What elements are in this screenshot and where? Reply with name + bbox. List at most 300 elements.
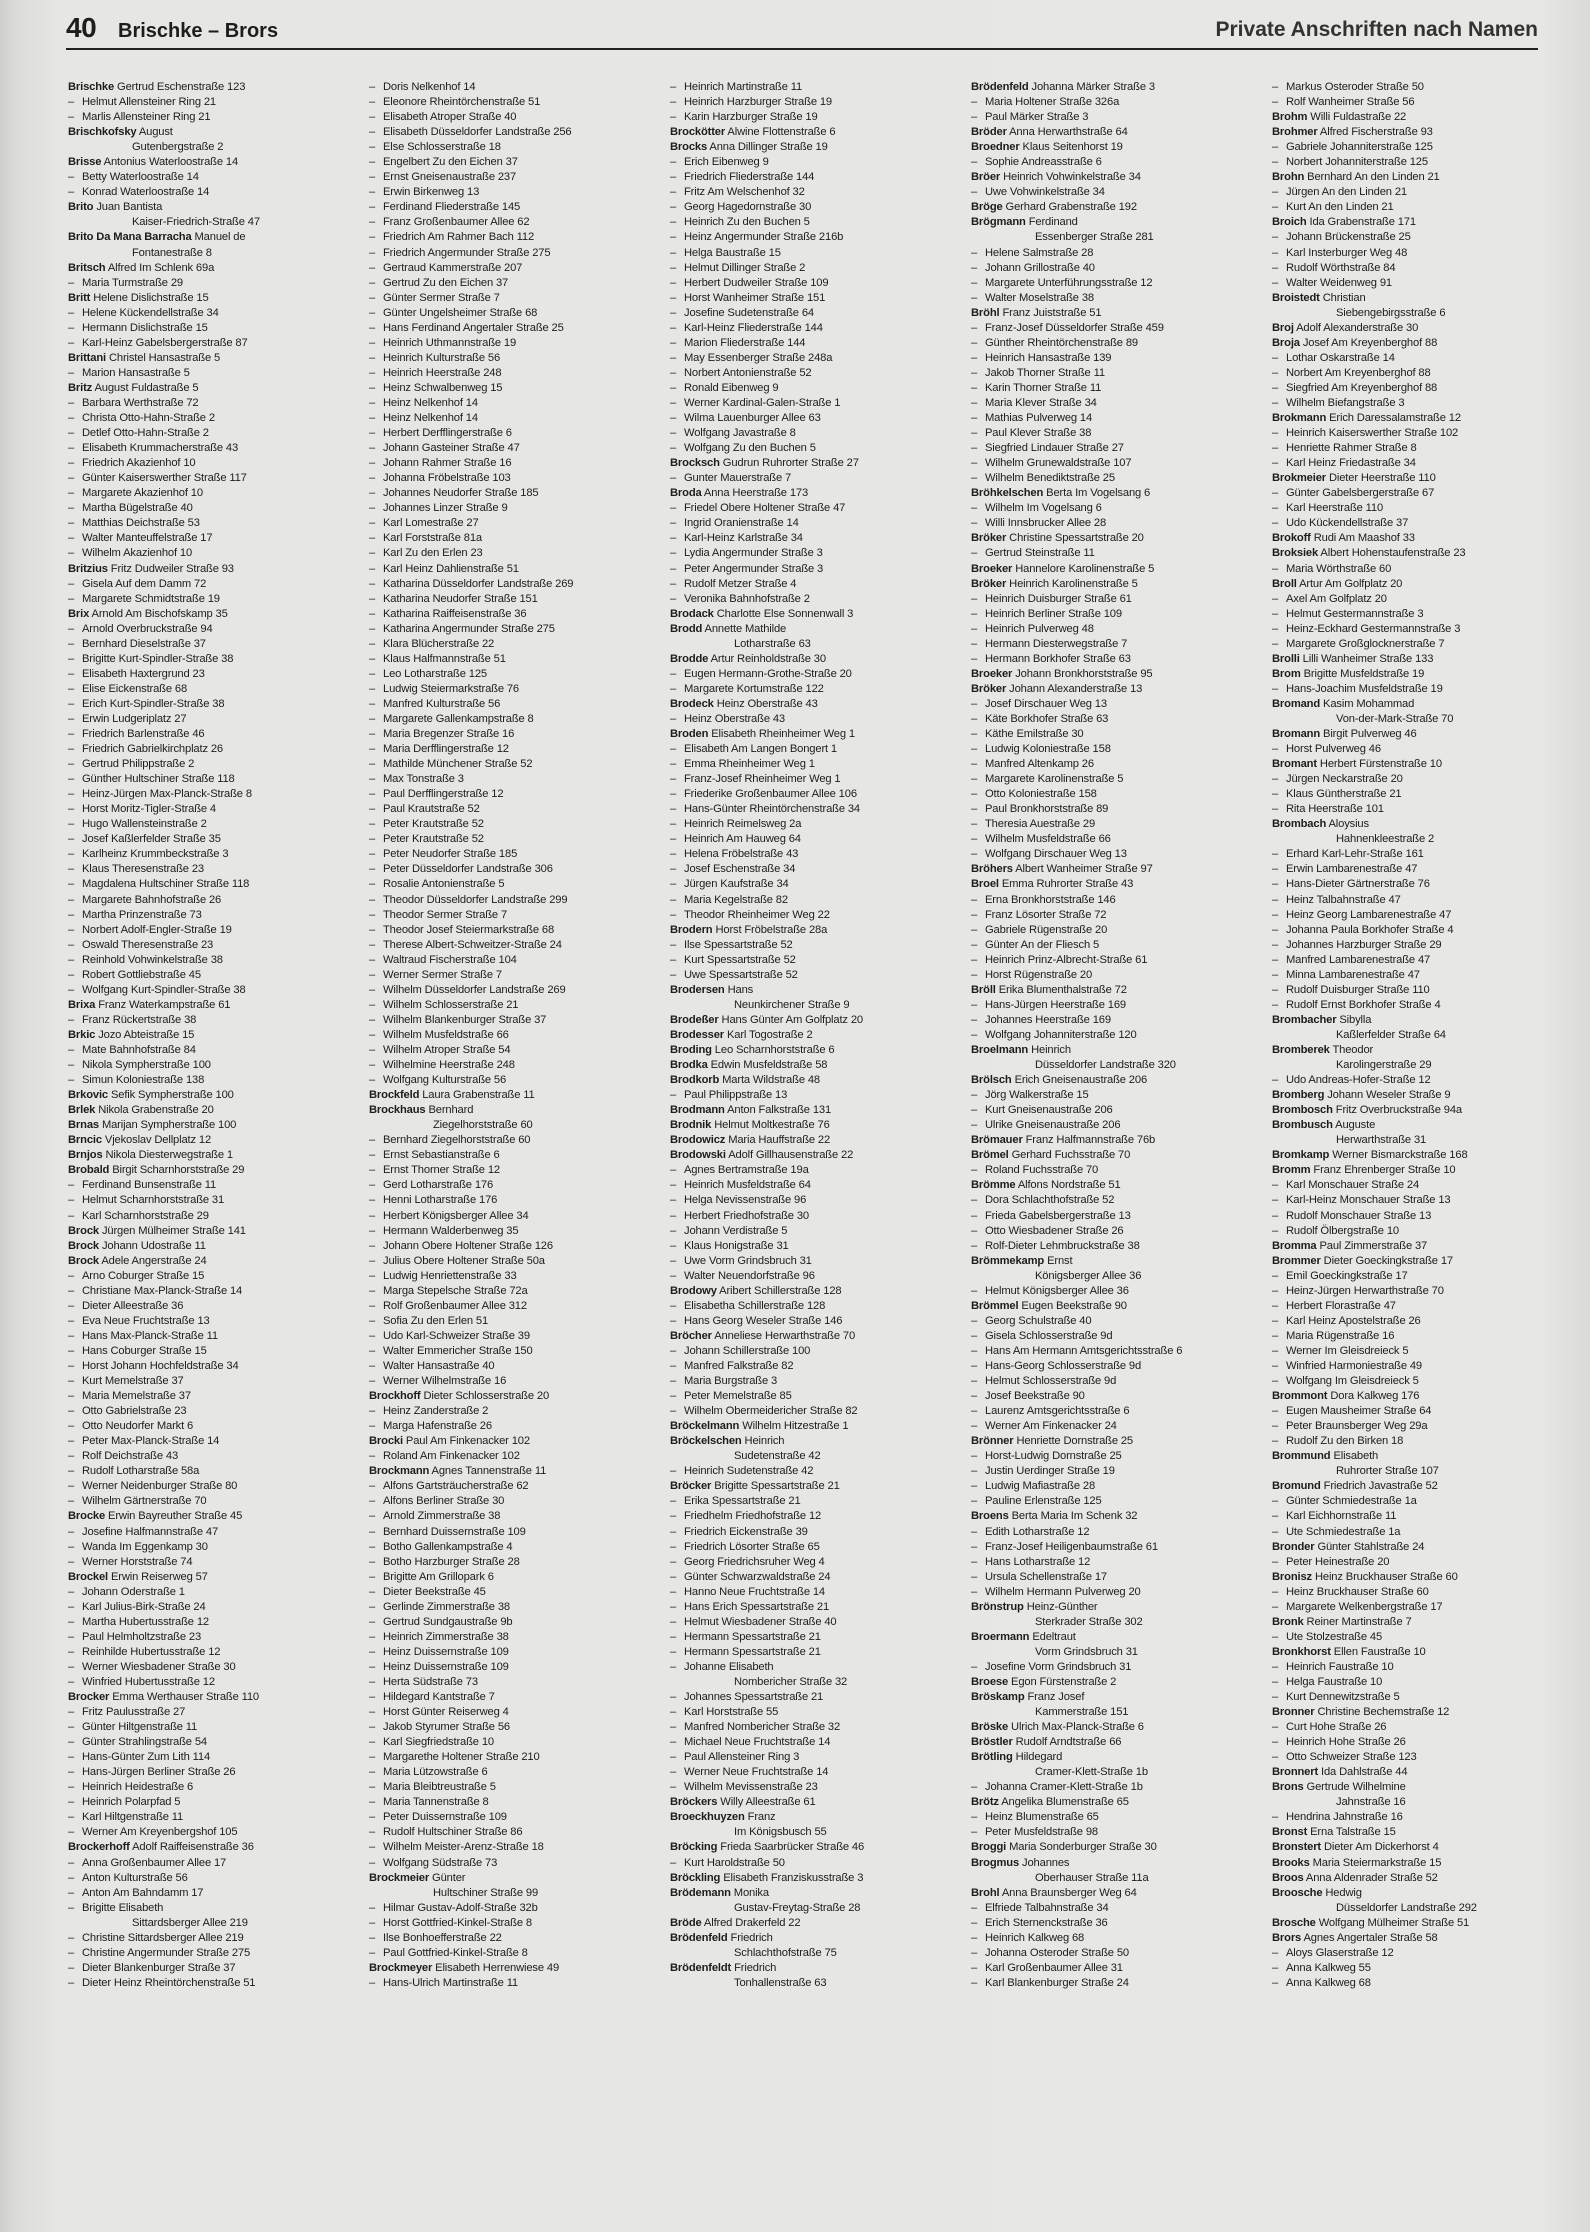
surname: Brodnik [670, 1119, 712, 1132]
entry-text: Peter Neudorfer Straße 185 [383, 848, 518, 861]
dash-marker: – [369, 1375, 376, 1388]
dash-marker: – [68, 1961, 75, 1974]
surname-entry [971, 200, 1260, 215]
entry-text: Robert Gottliebstraße 45 [82, 968, 201, 981]
entry-text: Franz Rückertstraße 38 [82, 1013, 197, 1026]
entry-text: Martha Prinzenstraße 73 [82, 908, 202, 921]
dash-marker: – [68, 396, 75, 409]
dash-marker: – [369, 1359, 376, 1372]
dash-marker: – [971, 111, 978, 124]
entry-text: Heinrich Kaiserswerther Straße 102 [1286, 427, 1459, 440]
surname: Brokmeier [1272, 472, 1326, 485]
entry-text: Brigitte Musfeldstraße 19 [1303, 667, 1425, 680]
dash-marker: – [68, 1645, 75, 1658]
dash-marker: – [971, 1390, 978, 1403]
dash-marker: – [670, 743, 677, 756]
entry-text: Franz-Josef Rheinheimer Weg 1 [684, 773, 841, 786]
entry-text: Heinz Nelkenhof 14 [383, 412, 478, 425]
first-name-entry [1272, 1735, 1561, 1750]
first-name-entry [369, 1856, 658, 1871]
entry-text: Helga Nevissenstraße 96 [684, 1194, 807, 1207]
first-name-entry [670, 1374, 959, 1389]
entry-text: Rolf-Dieter Lehmbruckstraße 38 [985, 1239, 1140, 1252]
dash-marker: – [369, 457, 376, 470]
entry-text: Gertrud Steinstraße 11 [985, 547, 1095, 560]
first-name-entry [68, 185, 357, 200]
first-name-entry [68, 1193, 357, 1208]
dash-marker: – [369, 743, 376, 756]
first-name-entry [1272, 637, 1561, 652]
entry-text: Erwin Ludgeriplatz 27 [82, 712, 187, 725]
entry-text: Johann Rahmer Straße 16 [383, 457, 512, 470]
surname: Bröhers [971, 863, 1013, 876]
surname-entry [369, 1088, 658, 1103]
first-name-entry [971, 607, 1260, 622]
dash-marker: – [670, 1224, 677, 1237]
first-name-entry [670, 682, 959, 697]
surname-entry [670, 1434, 959, 1449]
entry-text: Hermann Borkhofer Straße 63 [985, 652, 1131, 665]
first-name-entry [1272, 366, 1561, 381]
dash-marker: – [971, 1375, 978, 1388]
entry-text: Eugen Hermann-Grothe-Straße 20 [684, 667, 852, 680]
dash-marker: – [971, 923, 978, 936]
dash-marker: – [971, 1495, 978, 1508]
first-name-entry [1272, 381, 1561, 396]
entry-text: Karl-Heinz Monschauer Straße 13 [1286, 1194, 1451, 1207]
directory-columns [68, 80, 1556, 2220]
entry-text: Hans-Günter Zum Lith 114 [82, 1751, 211, 1764]
dash-marker: – [1272, 96, 1279, 109]
entry-text: Günter An der Fliesch 5 [985, 938, 1100, 951]
first-name-entry [68, 426, 357, 441]
dash-marker: – [68, 1194, 75, 1207]
surname: Broj [1272, 321, 1294, 334]
column-2 [369, 80, 658, 2220]
surname: Bronstert [1272, 1841, 1321, 1854]
surname-entry [68, 1103, 357, 1118]
surname: Brocks [670, 141, 708, 154]
dash-marker: – [68, 1435, 75, 1448]
first-name-entry [369, 1359, 658, 1374]
first-name-entry [1272, 772, 1561, 787]
address-continuation: Tonhallenstraße 63 [734, 1976, 827, 1989]
first-name-entry [369, 1479, 658, 1494]
entry-text: Else Schlosserstraße 18 [383, 141, 501, 154]
entry-text: Josefine Sudetenstraße 64 [684, 306, 814, 319]
dash-marker: – [369, 1480, 376, 1493]
entry-text: Jürgen An den Linden 21 [1286, 186, 1407, 199]
entry-text: Karin Thorner Straße 11 [985, 381, 1102, 394]
entry-text: Heinz Duissernstraße 109 [383, 1645, 509, 1658]
surname: Brodesser [670, 1028, 724, 1041]
entry-text: Ludwig Koloniestraße 158 [985, 743, 1111, 756]
entry-text: Aloysius [1328, 818, 1369, 831]
dash-marker: – [369, 1946, 376, 1959]
address-continuation: Kaiser-Friedrich-Straße 47 [132, 216, 260, 229]
address-continuation: Herwarthstraße 31 [1336, 1134, 1427, 1147]
dash-marker: – [670, 1375, 677, 1388]
entry-text: Christiane Max-Planck-Straße 14 [82, 1284, 243, 1297]
entry-text: Rita Heerstraße 101 [1286, 803, 1384, 816]
dash-marker: – [971, 893, 978, 906]
dash-marker: – [670, 81, 677, 93]
first-name-entry [68, 110, 357, 125]
first-name-entry [68, 772, 357, 787]
entry-text: Maria Holtener Straße 326a [985, 96, 1120, 109]
first-name-entry [971, 261, 1260, 276]
entry-text: Marion Fliederstraße 144 [684, 336, 806, 349]
dash-marker: – [971, 1450, 978, 1463]
entry-text: Heinz Angermunder Straße 216b [684, 231, 844, 244]
surname-entry [971, 577, 1260, 592]
dash-marker: – [1272, 953, 1279, 966]
surname: Bromma [1272, 1239, 1317, 1252]
dash-marker: – [1272, 1630, 1279, 1643]
first-name-entry [1272, 562, 1561, 577]
first-name-entry [670, 1269, 959, 1284]
dash-marker: – [670, 547, 677, 560]
first-name-entry [369, 125, 658, 140]
surname-entry [971, 1254, 1260, 1269]
entry-text: Heinrich Berliner Straße 109 [985, 607, 1122, 620]
first-name-entry [369, 1043, 658, 1058]
first-name-entry [971, 1344, 1260, 1359]
first-name-entry [68, 336, 357, 351]
address-continuation: Lotharstraße 63 [734, 637, 811, 650]
entry-text: Kasim Mohammad [1323, 697, 1415, 710]
dash-marker: – [68, 818, 75, 831]
first-name-entry [670, 1750, 959, 1765]
first-name-entry [971, 321, 1260, 336]
surname: Brockmann [369, 1465, 430, 1478]
entry-text: Margarete Bahnhofstraße 26 [82, 893, 222, 906]
dash-marker: – [68, 1344, 75, 1357]
first-name-entry [1272, 1329, 1561, 1344]
first-name-entry [68, 667, 357, 682]
entry-text: Hans Erich Spessartstraße 21 [684, 1600, 830, 1613]
first-name-entry [971, 1118, 1260, 1133]
dash-marker: – [670, 1495, 677, 1508]
dash-marker: – [68, 682, 75, 695]
surname-entry [1272, 1449, 1561, 1464]
dash-marker: – [971, 1104, 978, 1117]
surname: Bröstler [971, 1736, 1013, 1749]
first-name-entry [1272, 426, 1561, 441]
entry-text: Sibylla [1339, 1013, 1372, 1026]
entry-text: Heinrich Duisburger Straße 61 [985, 592, 1132, 605]
first-name-entry [1272, 1630, 1561, 1645]
surname: Britsch [68, 261, 106, 274]
entry-text: Heinz Duissernstraße 109 [383, 1660, 509, 1673]
dash-marker: – [971, 1314, 978, 1327]
first-name-entry [670, 306, 959, 321]
dash-marker: – [369, 592, 376, 605]
dash-marker: – [68, 457, 75, 470]
entry-text: Dora Schlachthofstraße 52 [985, 1194, 1115, 1207]
surname-entry [971, 531, 1260, 546]
dash-marker: – [670, 1645, 677, 1658]
entry-text: Margarete Karolinenstraße 5 [985, 773, 1124, 786]
first-name-entry [971, 1404, 1260, 1419]
dash-marker: – [68, 1013, 75, 1026]
entry-text: Franz Halfmannstraße 76b [1025, 1134, 1156, 1147]
dash-marker: – [369, 1254, 376, 1267]
dash-marker: – [369, 201, 376, 214]
first-name-entry [68, 953, 357, 968]
entry-text: Gertrude Wilhelmine [1306, 1781, 1406, 1794]
dash-marker: – [971, 517, 978, 530]
first-name-entry [68, 1795, 357, 1810]
first-name-entry [369, 1028, 658, 1043]
dash-marker: – [1272, 1976, 1279, 1989]
dash-marker: – [670, 1856, 677, 1869]
surname-entry [971, 1073, 1260, 1088]
dash-marker: – [369, 1525, 376, 1538]
first-name-entry [369, 140, 658, 155]
entry-text: Theodor Düsseldorfer Landstraße 299 [383, 893, 568, 906]
surname-entry [1272, 1840, 1561, 1855]
entry-text: Hans Max-Planck-Straße 11 [82, 1329, 218, 1342]
dash-marker: – [369, 773, 376, 786]
entry-text: Hugo Wallensteinstraße 2 [82, 818, 207, 831]
dash-marker: – [1272, 276, 1279, 289]
entry-text: Karl Insterburger Weg 48 [1286, 246, 1408, 259]
first-name-entry [68, 1494, 357, 1509]
entry-text: Wolfgang Südstraße 73 [383, 1856, 498, 1869]
entry-text: Heinz Bruckhauser Straße 60 [1314, 1570, 1458, 1583]
surname: Bröckelmann [670, 1420, 740, 1433]
first-name-entry [369, 1419, 658, 1434]
entry-text: Minna Lambarenestraße 47 [1286, 968, 1420, 981]
surname-entry [971, 170, 1260, 185]
entry-text: Günter Kaiserswerther Straße 117 [82, 472, 247, 485]
entry-text: Ute Stolzestraße 45 [1286, 1630, 1383, 1643]
first-name-entry [1272, 1690, 1561, 1705]
entry-text: Karl Siegfriedstraße 10 [383, 1736, 494, 1749]
first-name-entry [1272, 140, 1561, 155]
dash-marker: – [369, 1706, 376, 1719]
entry-text: Bernhard Duissernstraße 109 [383, 1525, 526, 1538]
dash-marker: – [1272, 923, 1279, 936]
dash-marker: – [971, 803, 978, 816]
dash-marker: – [971, 728, 978, 741]
surname-entry [1272, 1013, 1561, 1028]
entry-text: Günter Hiltgenstraße 11 [82, 1721, 198, 1734]
surname-entry [971, 1795, 1260, 1810]
dash-marker: – [670, 381, 677, 394]
first-name-entry [369, 1780, 658, 1795]
entry-text: Mate Bahnhofstraße 84 [82, 1044, 196, 1056]
first-name-entry [68, 1961, 357, 1976]
entry-text: Karl Blankenburger Straße 24 [985, 1976, 1129, 1989]
surname: Brodowicz [670, 1134, 726, 1147]
first-name-entry [971, 697, 1260, 712]
surname-entry [1272, 1148, 1561, 1163]
surname: Brom [1272, 667, 1301, 680]
dash-marker: – [68, 863, 75, 876]
dash-marker: – [971, 773, 978, 786]
dash-marker: – [369, 607, 376, 620]
entry-text: Betty Waterloostraße 14 [82, 171, 199, 184]
dash-marker: – [369, 652, 376, 665]
dash-marker: – [1272, 1675, 1279, 1688]
entry-text: Bernhard Dieselstraße 37 [82, 637, 206, 650]
dash-marker: – [971, 186, 978, 199]
dash-marker: – [1272, 1691, 1279, 1704]
first-name-entry [369, 1585, 658, 1600]
dash-marker: – [971, 502, 978, 515]
dash-marker: – [68, 1585, 75, 1598]
first-name-entry [670, 577, 959, 592]
dash-marker: – [68, 1856, 75, 1869]
surname-entry [369, 1103, 658, 1118]
surname: Broese [971, 1675, 1009, 1688]
dash-marker: – [971, 1901, 978, 1914]
first-name-entry [1272, 230, 1561, 245]
surname-entry [1272, 1163, 1561, 1178]
dash-marker: – [1272, 1555, 1279, 1568]
dash-marker: – [68, 1405, 75, 1418]
first-name-entry [971, 1329, 1260, 1344]
first-name-entry [369, 1239, 658, 1254]
surname: Britz [68, 381, 93, 394]
first-name-entry [971, 291, 1260, 306]
entry-text: Birgit Scharnhorststraße 29 [112, 1164, 245, 1177]
surname-entry [68, 1163, 357, 1178]
dash-marker: – [670, 1209, 677, 1222]
dash-marker: – [369, 803, 376, 816]
entry-text: Karl Großenbaumer Allee 31 [985, 1961, 1123, 1974]
dash-marker: – [971, 1946, 978, 1959]
first-name-entry [670, 562, 959, 577]
surname: Brocker [68, 1691, 110, 1704]
first-name-entry [670, 1555, 959, 1570]
dash-marker: – [971, 1224, 978, 1237]
first-name-entry [369, 1269, 658, 1284]
entry-text: Wilhelm Meister-Arenz-Straße 18 [383, 1841, 544, 1854]
first-name-entry [670, 185, 959, 200]
first-name-entry [68, 697, 357, 712]
dash-marker: – [971, 998, 978, 1011]
entry-text: Therese Albert-Schweitzer-Straße 24 [383, 938, 562, 951]
surname: Bröckling [670, 1871, 721, 1884]
dash-marker: – [68, 592, 75, 605]
surname-entry [68, 562, 357, 577]
entry-text: Botho Harzburger Straße 28 [383, 1555, 520, 1568]
entry-text: Theodor Rheinheimer Weg 22 [684, 908, 830, 921]
entry-text: Wilhelm Musfeldstraße 66 [985, 833, 1111, 846]
first-name-entry [670, 95, 959, 110]
entry-text: Erwin Reiserweg 57 [110, 1570, 208, 1583]
entry-text: Georg Hagedornstraße 30 [684, 201, 812, 214]
first-name-entry [369, 577, 658, 592]
entry-text: Friedrich Lösorter Straße 65 [684, 1540, 820, 1553]
first-name-entry [670, 381, 959, 396]
first-name-entry [369, 1254, 658, 1269]
entry-text: Jakob Styrumer Straße 56 [383, 1721, 510, 1734]
entry-text: Dieter Heinz Rheintörchenstraße 51 [82, 1976, 256, 1989]
dash-marker: – [68, 953, 75, 966]
dash-marker: – [670, 246, 677, 259]
first-name-entry [670, 1239, 959, 1254]
first-name-entry [971, 1961, 1260, 1976]
first-name-entry [1272, 1525, 1561, 1540]
first-name-entry [369, 1058, 658, 1073]
entry-text: Günter Stahlstraße 24 [1317, 1540, 1425, 1553]
first-name-entry [670, 1630, 959, 1645]
dash-marker: – [971, 743, 978, 756]
entry-text: Gertrud Zu den Eichen 37 [383, 276, 509, 289]
entry-text: Justin Uerdinger Straße 19 [985, 1465, 1115, 1478]
entry-text: Werner Am Kreyenbergshof 105 [82, 1826, 238, 1839]
first-name-entry [68, 938, 357, 953]
dash-marker: – [68, 773, 75, 786]
surname-entry [1272, 757, 1561, 772]
first-name-entry [369, 1509, 658, 1524]
dash-marker: – [1272, 1269, 1279, 1282]
entry-text: Erhard Karl-Lehr-Straße 161 [1286, 848, 1424, 861]
first-name-entry [369, 1600, 658, 1615]
first-name-entry [971, 456, 1260, 471]
first-name-entry [68, 1735, 357, 1750]
surname: Brons [1272, 1781, 1304, 1794]
first-name-entry [369, 637, 658, 652]
surname-entry [1272, 697, 1561, 712]
surname-entry [68, 1509, 357, 1524]
surname-entry [670, 1028, 959, 1043]
first-name-entry [971, 1901, 1260, 1916]
surname-entry [670, 1148, 959, 1163]
dash-marker: – [670, 1164, 677, 1177]
entry-text: Dieter Goeckingkstraße 17 [1323, 1254, 1453, 1267]
dash-marker: – [1272, 1359, 1279, 1372]
entry-text: Elisabeth Rheinheimer Weg 1 [711, 728, 855, 741]
surname-entry [1272, 1103, 1561, 1118]
surname-entry [670, 1840, 959, 1855]
surname-entry [1272, 1765, 1561, 1780]
entry-text: Wilhelm Musfeldstraße 66 [383, 1028, 509, 1041]
entry-text: Werner Neidenburger Straße 80 [82, 1480, 238, 1493]
first-name-entry [369, 1765, 658, 1780]
dash-marker: – [68, 1871, 75, 1884]
dash-marker: – [68, 171, 75, 184]
entry-text: Udo Kückendellstraße 37 [1286, 517, 1409, 530]
dash-marker: – [369, 1495, 376, 1508]
entry-text: Monika [733, 1886, 769, 1899]
entry-text: Georg Friedrichsruher Weg 4 [684, 1555, 825, 1568]
dash-marker: – [68, 1329, 75, 1342]
entry-text: Siegfried Lindauer Straße 27 [985, 442, 1124, 455]
entry-text: Agnes Tannenstraße 11 [431, 1465, 547, 1478]
dash-marker: – [1272, 351, 1279, 364]
dash-marker: – [971, 818, 978, 831]
surname: Brohn [1272, 171, 1305, 184]
first-name-entry [971, 1931, 1260, 1946]
entry-text: Adolf Gillhausenstraße 22 [728, 1149, 854, 1162]
dash-marker: – [68, 968, 75, 981]
page-header [66, 10, 1538, 50]
surname-entry [68, 200, 357, 215]
entry-text: Christine Angermunder Straße 275 [82, 1946, 251, 1959]
dash-marker: – [68, 1721, 75, 1734]
first-name-entry [1272, 1314, 1561, 1329]
dash-marker: – [670, 863, 677, 876]
first-name-entry [1272, 983, 1561, 998]
dash-marker: – [971, 1525, 978, 1538]
first-name-entry [68, 321, 357, 336]
surname-entry [1272, 652, 1561, 667]
